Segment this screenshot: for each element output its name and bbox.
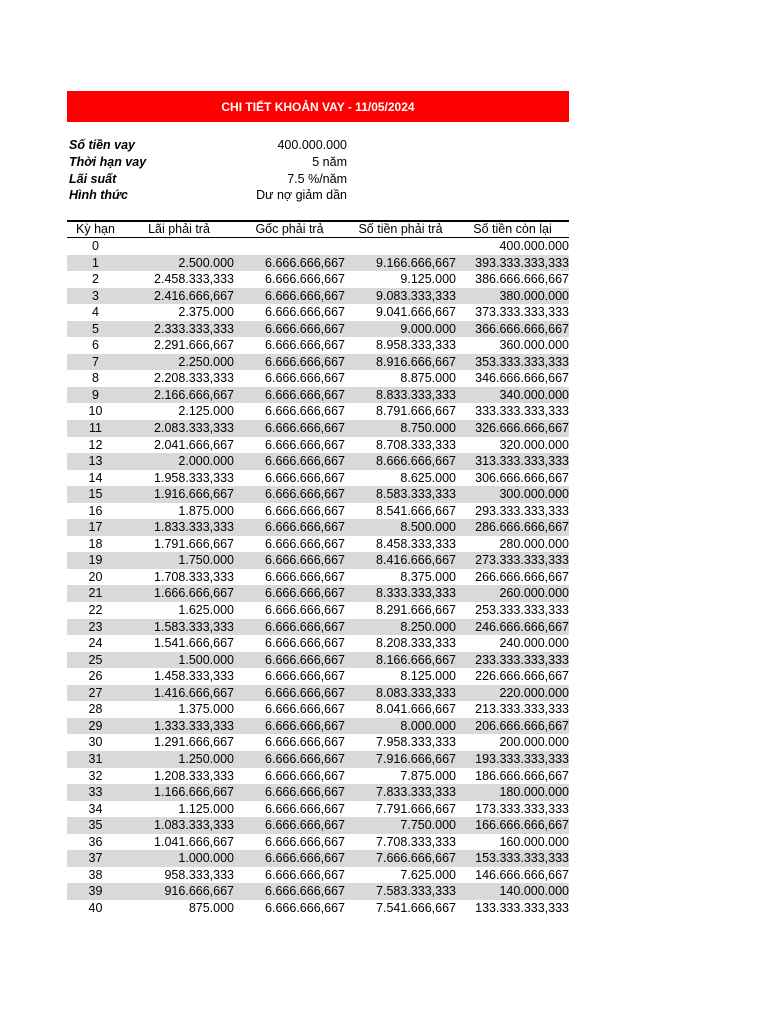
cell-interest: 1.375.000 <box>178 702 234 717</box>
cell-period: 36 <box>88 834 103 849</box>
cell-principal: 6.666.666,667 <box>265 669 345 684</box>
cell-period: 38 <box>88 867 103 882</box>
cell-period: 6 <box>92 338 99 353</box>
cell-principal: 6.666.666,667 <box>265 867 345 882</box>
cell-period: 10 <box>88 404 103 419</box>
table-row <box>67 337 569 354</box>
cell-interest: 2.083.333,333 <box>154 421 234 436</box>
cell-interest: 2.500.000 <box>178 255 234 270</box>
cell-balance: 380.000.000 <box>499 288 569 303</box>
cell-payment: 9.041.666,667 <box>376 305 456 320</box>
cell-payment: 7.958.333,333 <box>376 735 456 750</box>
cell-payment: 8.041.666,667 <box>376 702 456 717</box>
cell-principal: 6.666.666,667 <box>265 685 345 700</box>
table-row <box>67 718 569 735</box>
table-row <box>67 734 569 751</box>
cell-balance: 153.333.333,333 <box>475 851 569 866</box>
cell-principal: 6.666.666,667 <box>265 305 345 320</box>
cell-period: 29 <box>88 718 103 733</box>
cell-interest: 1.500.000 <box>178 652 234 667</box>
cell-balance: 293.333.333,333 <box>475 503 569 518</box>
cell-period: 7 <box>92 354 99 369</box>
table-row <box>67 304 569 321</box>
info-label: Lãi suất <box>69 171 117 186</box>
cell-period: 17 <box>88 520 103 535</box>
cell-principal: 6.666.666,667 <box>265 851 345 866</box>
cell-payment: 9.083.333,333 <box>376 288 456 303</box>
table-row <box>67 238 569 255</box>
table-row <box>67 453 569 470</box>
cell-balance: 373.333.333,333 <box>475 305 569 320</box>
cell-interest: 1.833.333,333 <box>154 520 234 535</box>
cell-balance: 180.000.000 <box>499 785 569 800</box>
cell-balance: 346.666.666,667 <box>475 371 569 386</box>
cell-interest: 2.208.333,333 <box>154 371 234 386</box>
cell-interest: 1.875.000 <box>178 503 234 518</box>
cell-payment: 8.541.666,667 <box>376 503 456 518</box>
cell-payment: 7.625.000 <box>400 867 456 882</box>
cell-balance: 193.333.333,333 <box>475 751 569 766</box>
cell-payment: 8.583.333,333 <box>376 487 456 502</box>
cell-payment: 7.750.000 <box>400 818 456 833</box>
cell-interest: 1.916.666,667 <box>154 487 234 502</box>
cell-principal: 6.666.666,667 <box>265 884 345 899</box>
cell-payment: 7.833.333,333 <box>376 785 456 800</box>
document-title-bar <box>67 91 569 122</box>
cell-interest: 2.166.666,667 <box>154 387 234 402</box>
cell-interest: 1.416.666,667 <box>154 685 234 700</box>
cell-interest: 1.583.333,333 <box>154 619 234 634</box>
cell-payment: 7.875.000 <box>400 768 456 783</box>
cell-interest: 2.333.333,333 <box>154 321 234 336</box>
cell-principal: 6.666.666,667 <box>265 801 345 816</box>
cell-interest: 1.666.666,667 <box>154 586 234 601</box>
cell-principal: 6.666.666,667 <box>265 404 345 419</box>
cell-period: 18 <box>88 536 103 551</box>
cell-principal: 6.666.666,667 <box>265 768 345 783</box>
cell-interest: 1.208.333,333 <box>154 768 234 783</box>
info-row-amount <box>69 137 347 154</box>
cell-principal: 6.666.666,667 <box>265 636 345 651</box>
cell-payment: 8.875.000 <box>400 371 456 386</box>
table-row <box>67 867 569 884</box>
cell-period: 14 <box>88 470 103 485</box>
cell-interest: 1.333.333,333 <box>154 718 234 733</box>
info-row-rate <box>69 171 347 188</box>
column-header-principal: Gốc phải trả <box>255 222 324 236</box>
cell-period: 23 <box>88 619 103 634</box>
table-row <box>67 486 569 503</box>
cell-payment: 8.083.333,333 <box>376 685 456 700</box>
cell-interest: 916.666,667 <box>164 884 234 899</box>
cell-principal: 6.666.666,667 <box>265 553 345 568</box>
table-row <box>67 685 569 702</box>
cell-payment: 8.666.666,667 <box>376 454 456 469</box>
cell-period: 20 <box>88 569 103 584</box>
cell-principal: 6.666.666,667 <box>265 751 345 766</box>
cell-principal: 6.666.666,667 <box>265 834 345 849</box>
cell-period: 39 <box>88 884 103 899</box>
cell-principal: 6.666.666,667 <box>265 586 345 601</box>
cell-payment: 8.250.000 <box>400 619 456 634</box>
cell-balance: 280.000.000 <box>499 536 569 551</box>
cell-payment: 7.541.666,667 <box>376 900 456 915</box>
table-row <box>67 817 569 834</box>
cell-balance: 253.333.333,333 <box>475 603 569 618</box>
cell-balance: 273.333.333,333 <box>475 553 569 568</box>
cell-payment: 7.666.666,667 <box>376 851 456 866</box>
cell-principal: 6.666.666,667 <box>265 785 345 800</box>
cell-payment: 9.000.000 <box>400 321 456 336</box>
cell-interest: 1.083.333,333 <box>154 818 234 833</box>
cell-principal: 6.666.666,667 <box>265 338 345 353</box>
cell-balance: 286.666.666,667 <box>475 520 569 535</box>
cell-period: 16 <box>88 503 103 518</box>
table-row <box>67 552 569 569</box>
cell-period: 24 <box>88 636 103 651</box>
cell-principal: 6.666.666,667 <box>265 900 345 915</box>
cell-balance: 260.000.000 <box>499 586 569 601</box>
cell-principal: 6.666.666,667 <box>265 652 345 667</box>
cell-period: 3 <box>92 288 99 303</box>
cell-balance: 366.666.666,667 <box>475 321 569 336</box>
table-row <box>67 784 569 801</box>
cell-balance: 300.000.000 <box>499 487 569 502</box>
cell-balance: 306.666.666,667 <box>475 470 569 485</box>
cell-payment: 9.125.000 <box>400 272 456 287</box>
cell-payment: 8.708.333,333 <box>376 437 456 452</box>
table-row <box>67 255 569 272</box>
info-value: 400.000.000 <box>277 138 347 152</box>
loan-info <box>69 137 347 204</box>
cell-interest: 1.250.000 <box>178 751 234 766</box>
cell-balance: 220.000.000 <box>499 685 569 700</box>
info-label: Thời hạn vay <box>69 154 147 169</box>
cell-principal: 6.666.666,667 <box>265 371 345 386</box>
cell-payment: 8.916.666,667 <box>376 354 456 369</box>
cell-period: 15 <box>88 487 103 502</box>
table-row <box>67 288 569 305</box>
cell-balance: 313.333.333,333 <box>475 454 569 469</box>
cell-period: 19 <box>88 553 103 568</box>
cell-interest: 2.458.333,333 <box>154 272 234 287</box>
cell-interest: 1.000.000 <box>178 851 234 866</box>
cell-principal: 6.666.666,667 <box>265 421 345 436</box>
cell-period: 21 <box>88 586 103 601</box>
cell-principal: 6.666.666,667 <box>265 818 345 833</box>
cell-balance: 233.333.333,333 <box>475 652 569 667</box>
cell-payment: 7.708.333,333 <box>376 834 456 849</box>
table-row <box>67 354 569 371</box>
cell-principal: 6.666.666,667 <box>265 255 345 270</box>
cell-principal: 6.666.666,667 <box>265 470 345 485</box>
cell-interest: 1.791.666,667 <box>154 536 234 551</box>
cell-interest: 2.250.000 <box>178 354 234 369</box>
cell-payment: 8.208.333,333 <box>376 636 456 651</box>
cell-balance: 353.333.333,333 <box>475 354 569 369</box>
cell-payment: 8.625.000 <box>400 470 456 485</box>
cell-principal: 6.666.666,667 <box>265 354 345 369</box>
cell-period: 4 <box>92 305 99 320</box>
cell-period: 8 <box>92 371 99 386</box>
cell-balance: 160.000.000 <box>499 834 569 849</box>
table-row <box>67 569 569 586</box>
cell-interest: 1.708.333,333 <box>154 569 234 584</box>
cell-period: 12 <box>88 437 103 452</box>
cell-principal: 6.666.666,667 <box>265 603 345 618</box>
cell-payment: 7.916.666,667 <box>376 751 456 766</box>
cell-principal: 6.666.666,667 <box>265 520 345 535</box>
table-row <box>67 321 569 338</box>
table-row <box>67 536 569 553</box>
cell-principal: 6.666.666,667 <box>265 536 345 551</box>
cell-interest: 1.750.000 <box>178 553 234 568</box>
document-title: CHI TIẾT KHOẢN VAY - 11/05/2024 <box>221 99 415 114</box>
table-row <box>67 403 569 420</box>
cell-period: 30 <box>88 735 103 750</box>
cell-period: 40 <box>88 900 103 915</box>
table-row <box>67 883 569 900</box>
cell-principal: 6.666.666,667 <box>265 569 345 584</box>
cell-interest: 2.041.666,667 <box>154 437 234 452</box>
table-row <box>67 619 569 636</box>
cell-principal: 6.666.666,667 <box>265 619 345 634</box>
cell-principal <box>234 238 345 255</box>
info-label: Số tiền vay <box>69 138 135 152</box>
column-header-payment: Số tiền phải trả <box>358 222 443 236</box>
cell-period: 2 <box>92 272 99 287</box>
cell-period: 27 <box>88 685 103 700</box>
cell-principal: 6.666.666,667 <box>265 437 345 452</box>
cell-period: 9 <box>92 387 99 402</box>
cell-interest: 1.625.000 <box>178 603 234 618</box>
cell-interest: 875.000 <box>188 900 234 915</box>
cell-interest: 2.291.666,667 <box>154 338 234 353</box>
cell-balance: 340.000.000 <box>499 387 569 402</box>
cell-interest: 958.333,333 <box>164 867 234 882</box>
table-row <box>67 668 569 685</box>
cell-period: 28 <box>88 702 103 717</box>
table-row <box>67 834 569 851</box>
cell-interest: 1.125.000 <box>178 801 234 816</box>
cell-balance: 173.333.333,333 <box>475 801 569 816</box>
table-row <box>67 271 569 288</box>
cell-period: 13 <box>88 454 103 469</box>
table-row <box>67 701 569 718</box>
cell-payment: 7.583.333,333 <box>376 884 456 899</box>
cell-payment: 8.375.000 <box>400 569 456 584</box>
cell-balance: 133.333.333,333 <box>475 900 569 915</box>
cell-interest: 2.375.000 <box>178 305 234 320</box>
cell-balance: 320.000.000 <box>499 437 569 452</box>
table-row <box>67 387 569 404</box>
table-body <box>67 238 569 916</box>
table-row <box>67 850 569 867</box>
table-header <box>67 220 569 238</box>
cell-payment <box>345 238 456 255</box>
cell-interest: 1.958.333,333 <box>154 470 234 485</box>
table-row <box>67 585 569 602</box>
cell-payment: 8.791.666,667 <box>376 404 456 419</box>
cell-balance: 326.666.666,667 <box>475 421 569 436</box>
cell-period: 25 <box>88 652 103 667</box>
info-value: 7.5 %/năm <box>287 171 347 186</box>
cell-balance: 140.000.000 <box>499 884 569 899</box>
cell-interest <box>124 238 234 255</box>
cell-balance: 386.666.666,667 <box>475 272 569 287</box>
cell-balance: 393.333.333,333 <box>475 255 569 270</box>
table-row <box>67 437 569 454</box>
cell-period: 31 <box>88 751 103 766</box>
cell-interest: 1.541.666,667 <box>154 636 234 651</box>
cell-period: 26 <box>88 669 103 684</box>
cell-principal: 6.666.666,667 <box>265 387 345 402</box>
info-row-method <box>69 187 347 204</box>
cell-interest: 2.000.000 <box>178 454 234 469</box>
cell-balance: 186.666.666,667 <box>475 768 569 783</box>
cell-period: 34 <box>88 801 103 816</box>
cell-principal: 6.666.666,667 <box>265 718 345 733</box>
table-row <box>67 519 569 536</box>
cell-payment: 8.416.666,667 <box>376 553 456 568</box>
cell-balance: 206.666.666,667 <box>475 718 569 733</box>
cell-payment: 8.833.333,333 <box>376 387 456 402</box>
info-label: Hình thức <box>69 188 128 203</box>
cell-balance: 360.000.000 <box>499 338 569 353</box>
cell-balance: 166.666.666,667 <box>475 818 569 833</box>
cell-principal: 6.666.666,667 <box>265 454 345 469</box>
cell-payment: 8.958.333,333 <box>376 338 456 353</box>
cell-payment: 8.750.000 <box>400 421 456 436</box>
info-value: 5 năm <box>312 154 347 169</box>
cell-payment: 8.333.333,333 <box>376 586 456 601</box>
cell-period: 33 <box>88 785 103 800</box>
cell-period: 32 <box>88 768 103 783</box>
cell-period: 1 <box>92 255 99 270</box>
cell-principal: 6.666.666,667 <box>265 503 345 518</box>
cell-balance: 200.000.000 <box>499 735 569 750</box>
table-row <box>67 370 569 387</box>
cell-principal: 6.666.666,667 <box>265 272 345 287</box>
cell-payment: 8.500.000 <box>400 520 456 535</box>
cell-balance: 400.000.000 <box>499 239 569 253</box>
table-row <box>67 470 569 487</box>
cell-principal: 6.666.666,667 <box>265 735 345 750</box>
cell-interest: 2.125.000 <box>178 404 234 419</box>
cell-period: 11 <box>89 421 102 436</box>
cell-interest: 1.291.666,667 <box>154 735 234 750</box>
table-row <box>67 751 569 768</box>
table-row <box>67 768 569 785</box>
amortization-table <box>67 220 569 916</box>
table-row <box>67 602 569 619</box>
cell-balance: 226.666.666,667 <box>475 669 569 684</box>
cell-interest: 1.041.666,667 <box>154 834 234 849</box>
cell-balance: 213.333.333,333 <box>475 702 569 717</box>
cell-balance: 146.666.666,667 <box>475 867 569 882</box>
cell-payment: 9.166.666,667 <box>376 255 456 270</box>
cell-payment: 8.458.333,333 <box>376 536 456 551</box>
column-header-balance: Số tiền còn lại <box>473 222 552 236</box>
column-header-interest: Lãi phải trả <box>148 222 210 236</box>
table-row <box>67 652 569 669</box>
table-row <box>67 635 569 652</box>
table-row <box>67 503 569 520</box>
cell-balance: 240.000.000 <box>499 636 569 651</box>
column-header-period: Kỳ hạn <box>76 222 115 236</box>
info-row-term <box>69 154 347 171</box>
cell-period: 0 <box>92 239 99 253</box>
cell-period: 22 <box>88 603 103 618</box>
table-row <box>67 420 569 437</box>
cell-period: 5 <box>92 321 99 336</box>
cell-balance: 246.666.666,667 <box>475 619 569 634</box>
cell-balance: 266.666.666,667 <box>475 569 569 584</box>
cell-principal: 6.666.666,667 <box>265 487 345 502</box>
cell-interest: 1.458.333,333 <box>154 669 234 684</box>
cell-payment: 8.000.000 <box>400 718 456 733</box>
cell-payment: 8.125.000 <box>400 669 456 684</box>
cell-period: 35 <box>88 818 103 833</box>
table-row <box>67 801 569 818</box>
cell-payment: 8.291.666,667 <box>376 603 456 618</box>
cell-payment: 8.166.666,667 <box>376 652 456 667</box>
cell-period: 37 <box>88 851 103 866</box>
cell-interest: 2.416.666,667 <box>154 288 234 303</box>
cell-balance: 333.333.333,333 <box>475 404 569 419</box>
info-value: Dư nợ giảm dần <box>256 188 347 203</box>
cell-payment: 7.791.666,667 <box>376 801 456 816</box>
cell-principal: 6.666.666,667 <box>265 702 345 717</box>
cell-principal: 6.666.666,667 <box>265 321 345 336</box>
table-row <box>67 900 569 917</box>
cell-principal: 6.666.666,667 <box>265 288 345 303</box>
cell-interest: 1.166.666,667 <box>154 785 234 800</box>
